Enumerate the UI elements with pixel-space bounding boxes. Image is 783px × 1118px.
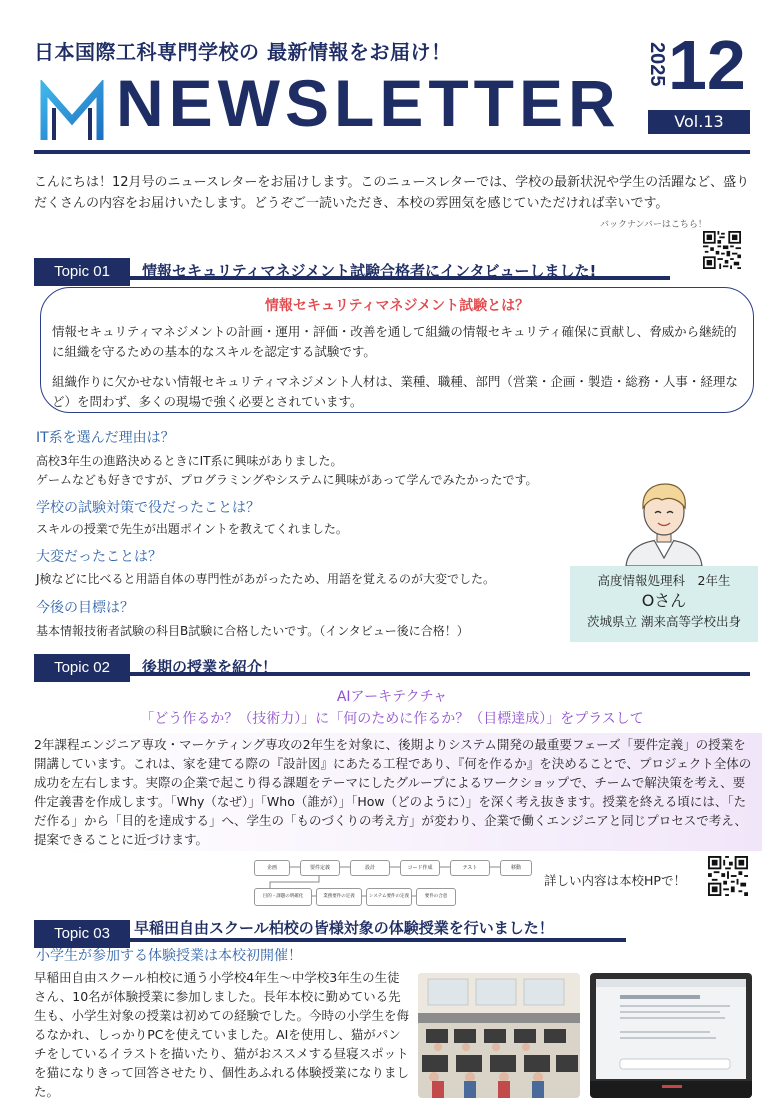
- classroom-photo: [418, 973, 580, 1098]
- topic1-label: Topic 01: [34, 258, 130, 286]
- answer-4: 基本情報技術者試験の科目B試験に合格したいです。（インタビュー後に合格！）: [36, 624, 469, 638]
- process-step: 企画: [254, 860, 290, 876]
- question-2: 学校の試験対策で役だったことは？: [36, 500, 260, 516]
- svg-text:2025: 2025: [646, 42, 668, 87]
- topic1-title: 情報セキュリティマネジメント試験合格者にインタビューしました!: [142, 262, 597, 280]
- answer-1-line-2: ゲームなども好きですが、プログラミングやシステムに興味があって学んでみたかったです。: [36, 473, 538, 487]
- process-step: コード作成: [400, 860, 440, 876]
- process-step: 移動: [500, 860, 532, 876]
- requirement-step: システム要件の定義: [366, 888, 412, 906]
- definition-paragraph-2: 組織作りに欠かせない情報セキュリティマネジメント人材は、業種、職種、部門（営業・企画・製造・総務・人事・経理など）を問わず、多くの現場で強く必要とされています。: [52, 374, 738, 409]
- topic2-body: 2年課程エンジニア専攻・マーケティング専攻の2年生を対象に、後期よりシステム開発の最重要フェーズ「要件定義」の授業を開講しています。これは、家を建てる際の『設計図』にあたる工程であり、『何を作るか』を決めることで、プロジェクト全体の成功を左右します。実際の企業で起こり得る課題をテーマにしたグループによるワークショップで、チームで解決策を考え、要件定義書を作成します。「Why（なぜ）」「Who（誰が）」「How（どのように）」を深く考え抜きます。授業を終える頃には、「ただ作る」から「目的を達成する」へ、学生の「ものづくりの考え方」が変わり、企業で働くエンジニアと同じプロセスで考え、提案できることに近づけます。: [34, 737, 752, 847]
- student-profile-card: [570, 566, 758, 642]
- student-avatar: [618, 478, 710, 566]
- question-1: IT系を選んだ理由は？: [36, 430, 175, 446]
- requirement-step: 要件の合意: [416, 888, 456, 906]
- school-logo-icon: [40, 80, 104, 144]
- tagline: 日本国際工科専門学校の 最新情報をお届け！: [34, 40, 452, 64]
- profile-school: 茨城県立 潮来高等学校出身: [587, 614, 741, 629]
- header-divider: [34, 150, 750, 154]
- process-step: 設計: [350, 860, 390, 876]
- profile-course: 高度情報処理科 2年生: [597, 573, 731, 588]
- back-number-qr-icon[interactable]: [703, 231, 741, 269]
- answer-1-line-1: 高校3年生の進路決めるときにIT系に興味がありました。: [36, 454, 343, 468]
- topic3-label: Topic 03: [34, 920, 130, 948]
- topic2-subtitle-2: 「どう作るか？（技術力）」に「何のために作るか？（目標達成）」をプラスして: [140, 711, 644, 727]
- question-3: 大変だったことは？: [36, 549, 162, 565]
- volume-badge: Vol.13: [648, 110, 750, 134]
- topic3-title: 早稲田自由スクール柏校の皆様対象の体験授業を行いました！: [134, 919, 554, 937]
- topic2-qr-icon[interactable]: [708, 856, 748, 896]
- newsletter-title: NEWSLETTER: [116, 66, 621, 140]
- topic3-subtitle: 小学生が参加する体験授業は本校初開催！: [36, 948, 302, 964]
- profile-name: Oさん: [641, 591, 687, 610]
- process-step: 要件定義: [300, 860, 340, 876]
- definition-paragraph-1: 情報セキュリティマネジメントの計画・運用・評価・改善を通して組織の情報セキュリティ確保に貢献し、脅威から継続的に組織を守るための基本的なスキルを認定する試験です。: [52, 324, 737, 359]
- topic2-label: Topic 02: [34, 654, 130, 682]
- back-number-label: バックナンバーはこちら！: [600, 220, 707, 230]
- answer-2: スキルの授業で先生が出題ポイントを教えてくれました。: [36, 522, 348, 536]
- laptop-screen-photo: [590, 973, 752, 1098]
- intro-text: こんにちは！12月号のニュースレターをお届けします。このニュースレターでは、学校の最新状況や学生の活躍など、盛りだくさんの内容をお届けいたします。どうぞご一読いただき、本校の雰囲気を感じていただければ幸いです。: [34, 175, 750, 211]
- topic2-subtitle-1: AIアーキテクチャ: [336, 689, 448, 705]
- answer-3: J検などに比べると用語自体の専門性があがったため、用語を覚えるのが大変でした。: [36, 572, 496, 586]
- requirement-step: 業務要件の定義: [316, 888, 362, 906]
- topic2-title: 後期の授業を紹介！: [142, 658, 278, 676]
- definition-title: 情報セキュリティマネジメント試験とは？: [264, 298, 530, 314]
- topic3-body: 早稲田自由スクール柏校に通う小学校4年生〜中学校3年生の生徒さん、10名が体験授業に参加しました。長年本校に勤めている先生も、小学生対象の授業は初めての経験でした。今時の小学生を侮るなかれ、しっかりPCを使えていました。AIを使用し、猫がパンチをしているイラストを描いたり、猫がおススメする昼寝スポットを猫になりきって回答させたり、個性あふれる体験授業になりました。: [34, 970, 410, 1099]
- process-diagram: [250, 858, 532, 906]
- question-4: 今後の目標は？: [36, 600, 134, 616]
- issue-month: 12: [668, 26, 746, 104]
- requirement-step: 目的・課題の明確化: [254, 888, 312, 906]
- process-step: テスト: [450, 860, 490, 876]
- hp-note: 詳しい内容は本校HPで！: [544, 873, 686, 888]
